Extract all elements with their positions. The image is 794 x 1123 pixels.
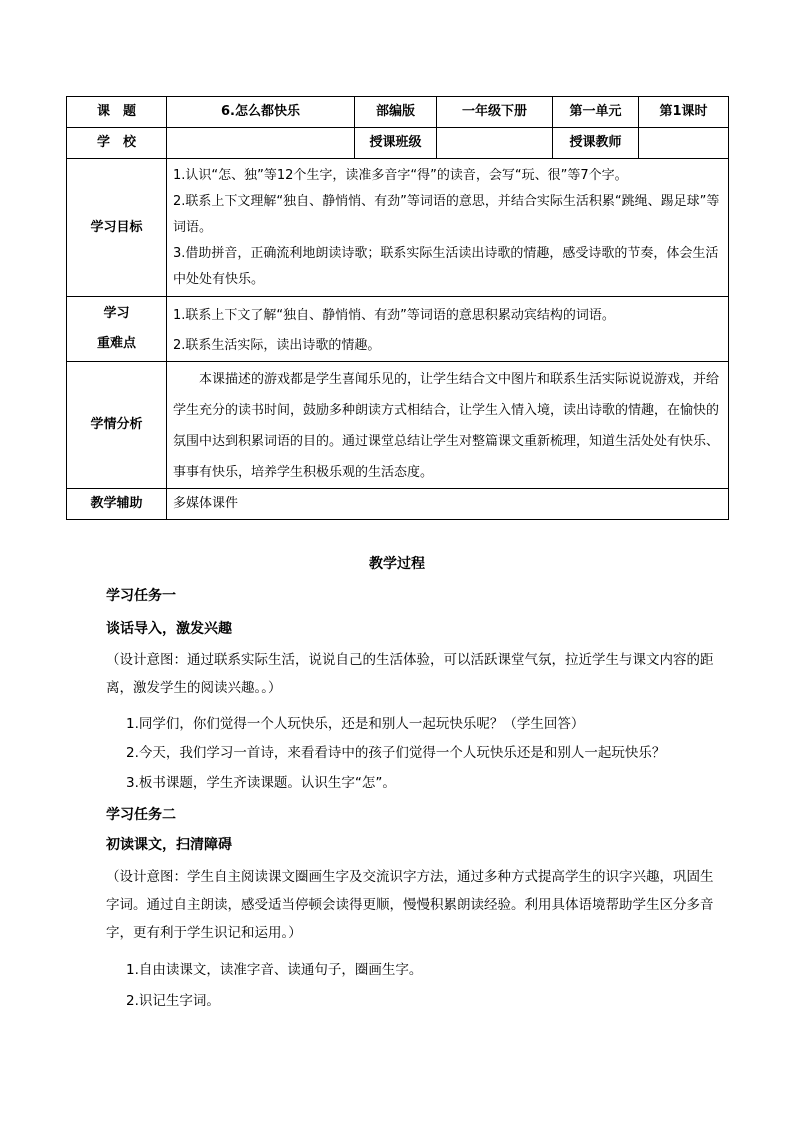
difficulties-content (167, 297, 729, 362)
teacher-value (639, 128, 729, 159)
edition: 部编版 (355, 97, 437, 128)
aids-row (67, 489, 729, 520)
analysis-text: 本课描述的游戏都是学生喜闻乐见的，让学生结合文中图片和联系生活实际说说游戏，并给学生充分的读书时间，鼓励多种朗读方式相结合，让学生入情入境，读出诗歌的情趣，在愉快的氛围中达到积累词语的目的。通过课堂总结让学生对整篇课文重新梳理，知道生活处处有快乐、事事有快乐，培养学生积极乐观的生活态度。 (173, 372, 720, 480)
aids-value: 多媒体课件 (167, 489, 729, 520)
task1-title: 学习任务一 (106, 588, 176, 604)
task1-intent: （设计意图：通过联系实际生活，说说自己的生活体验，可以活跃课堂气氛，拉近学生与课文内容的距离，激发学生的阅读兴趣。。） (106, 652, 714, 696)
teacher-label: 授课教师 (553, 128, 639, 159)
difficulties-label (67, 297, 167, 362)
difficulties-label-line1: 学习 (103, 306, 130, 321)
school-row (67, 128, 729, 159)
task2-step: 2.识记生字词。 (126, 993, 220, 1009)
difficulties-label-line2: 重难点 (96, 336, 136, 351)
task2-intent: （设计意图：学生自主阅读课文圈画生字及交流识字方法，通过多种方式提高学生的识字兴趣，巩固生字词。通过自主朗读，感受适当停顿会读得更顺，慢慢积累朗读经验。利用具体语境帮助学生区分多音字，更有利于学生识记和运用。） (106, 869, 714, 941)
school-label: 学 校 (67, 128, 167, 159)
course-label: 课 题 (67, 97, 167, 128)
task1-step: 2.今天，我们学习一首诗，来看看诗中的孩子们觉得一个人玩快乐还是和别人一起玩快乐？ (126, 745, 666, 761)
class-label: 授课班级 (355, 128, 437, 159)
task1-subtitle: 谈话导入，激发兴趣 (106, 621, 232, 637)
goals-row (67, 159, 729, 297)
school-value (167, 128, 355, 159)
difficulty-item: 2.联系生活实际，读出诗歌的情趣。 (173, 338, 381, 353)
task2-subtitle: 初读课文，扫清障碍 (106, 837, 232, 853)
analysis-row (67, 362, 729, 489)
task2-step: 1.自由读课文，读准字音、读通句子，圈画生字。 (126, 962, 423, 978)
class-value (437, 128, 553, 159)
task1-step: 3.板书课题，学生齐读课题。认识生字“怎”。 (126, 775, 396, 791)
process-title: 教学过程 (369, 556, 425, 572)
goals-label: 学习目标 (67, 159, 167, 297)
goals-content (167, 159, 729, 297)
lesson-info-table (66, 96, 729, 520)
difficulties-row (67, 297, 729, 362)
aids-label: 教学辅助 (67, 489, 167, 520)
analysis-content (167, 362, 729, 489)
goal-item: 3.借助拼音，正确流利地朗读诗歌；联系实际生活读出诗歌的情趣，感受诗歌的节奏，体会生活中处处有快乐。 (173, 245, 719, 287)
goal-item: 1.认识“怎、独”等12个生字，读准多音字“得”的读音，会写“玩、很”等7个字。 (173, 167, 628, 183)
task1-step: 1.同学们，你们觉得一个人玩快乐，还是和别人一起玩快乐呢？（学生回答） (126, 716, 585, 732)
period: 第1课时 (639, 97, 729, 128)
task2-title: 学习任务二 (106, 807, 176, 823)
course-title: 6.怎么都快乐 (167, 97, 355, 128)
analysis-label: 学情分析 (67, 362, 167, 489)
grade: 一年级下册 (437, 97, 553, 128)
course-row (67, 97, 729, 128)
unit: 第一单元 (553, 97, 639, 128)
difficulty-item: 1.联系上下文了解“独自、静悄悄、有劲”等词语的意思积累动宾结构的词语。 (173, 308, 615, 323)
goal-item: 2.联系上下文理解“独自、静悄悄、有劲”等词语的意思，并结合实际生活积累“跳绳、踢足球”等词语。 (173, 193, 720, 235)
